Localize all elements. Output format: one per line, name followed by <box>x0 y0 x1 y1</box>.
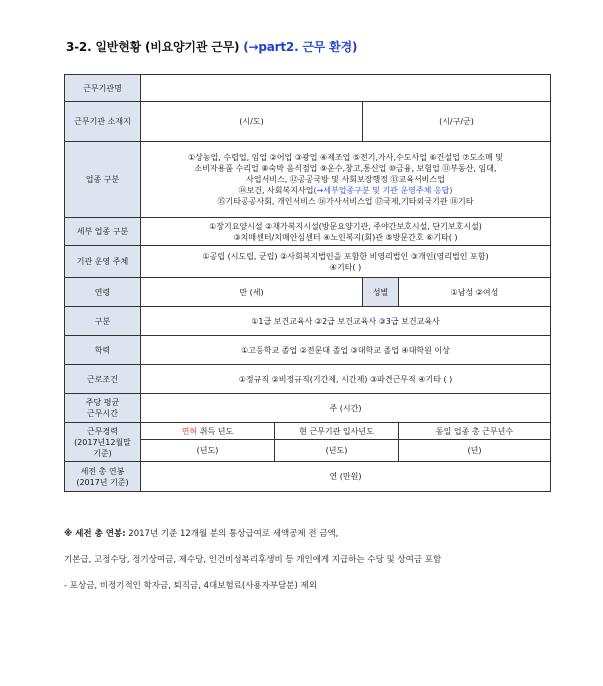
industry-line-5: ⑮기타공공사회, 개인서비스 ⑯가사서비스업 ⑰국제,기타외국기관 ⑱기타 <box>217 197 474 206</box>
row-detail-industry <box>65 218 551 246</box>
row-operator <box>65 246 551 278</box>
total-years-header: 동일 업종 총 근무년수 <box>399 423 551 440</box>
total-years-field[interactable]: (년) <box>399 440 551 462</box>
industry-health-link[interactable]: (→세부업종구분 및 기관 운영주체 응답) <box>313 186 453 195</box>
class-label: 구분 <box>65 307 141 336</box>
join-year-header: 현 근무기관 입사년도 <box>275 423 399 440</box>
education-label: 학력 <box>65 336 141 365</box>
industry-line-3: 사업서비스, ⑫공공국방 및 사회보장행정 ⑬교육서비스업 <box>246 175 445 184</box>
weekly-hours-label-line-2: 근무시간 <box>87 409 118 418</box>
detail-industry-label: 세부 업종 구분 <box>65 218 141 246</box>
row-workplace-name <box>65 75 551 102</box>
salary-note-line-1 <box>64 527 338 539</box>
city-field[interactable]: (시/도) <box>141 102 363 142</box>
license-year-header <box>141 423 275 440</box>
industry-options[interactable] <box>141 142 551 218</box>
career-label-line-3: 기준) <box>93 448 112 458</box>
detail-industry-options[interactable] <box>141 218 551 246</box>
industry-label: 업종 구분 <box>65 142 141 218</box>
salary-label-line-1: 세전 총 연봉 <box>80 466 125 476</box>
weekly-hours-field[interactable]: 주 (시간) <box>141 394 551 423</box>
row-education <box>65 336 551 365</box>
industry-line-4 <box>143 185 548 196</box>
detail-industry-line-2: ③치매센터/치매안심센터 ④노인복지(회)관 ⑤방문간호 ⑥기타( ) <box>233 232 458 242</box>
operator-options[interactable] <box>141 246 551 278</box>
license-year-field[interactable]: (년도) <box>141 440 275 462</box>
work-condition-label: 근로조건 <box>65 365 141 394</box>
salary-field[interactable]: 연 (만원) <box>141 462 551 492</box>
gender-options[interactable]: ①남성 ②여성 <box>399 278 551 307</box>
age-label: 연령 <box>65 278 141 307</box>
salary-note-line-2: 기본급, 고정수당, 정기상여금, 제수당, 인건비성복리후생비 등 개인에게 지급하는 수당 및 상여금 포함 <box>64 555 442 565</box>
weekly-hours-label <box>65 394 141 423</box>
operator-line-1: ①공립 (시도립, 군립) ②사회복지법인을 포함한 비영리법인 ③개인(영리법인 포함) <box>202 251 489 261</box>
row-work-condition <box>65 365 551 394</box>
industry-line-2: 소비자용품 수리업 ⑧숙박 음식점업 ⑨운수,창고,통신업 ⑩금융, 보험업 ⑪부동산, 임대, <box>194 164 497 173</box>
row-class <box>65 307 551 336</box>
salary-label <box>65 462 141 492</box>
license-word: 면허 <box>181 426 198 436</box>
salary-note-text: 2017년 기준 12개월 분의 통상급여로 세액공제 전 금액, <box>125 529 339 539</box>
education-options[interactable]: ①고등학교 졸업 ②전문대 졸업 ③대학교 졸업 ④대학원 이상 <box>141 336 551 365</box>
row-career-header <box>65 423 551 440</box>
detail-industry-line-1: ①장기요양시설 ②재가복지시설(방문요양기관, 주야간보호시설, 단기보호시설) <box>209 221 482 231</box>
operator-line-2: ④기타( ) <box>329 262 362 272</box>
heading-link[interactable]: (→part2. 근무 환경) <box>243 40 358 54</box>
workplace-name-field[interactable] <box>141 75 551 102</box>
row-location <box>65 102 551 142</box>
operator-label: 기관 운영 주체 <box>65 246 141 278</box>
row-age <box>65 278 551 307</box>
salary-label-line-2: (2017년 기준) <box>76 477 129 487</box>
class-options[interactable]: ①1급 보건교육사 ②2급 보건교육사 ③3급 보건교육사 <box>141 307 551 336</box>
industry-line-1: ①상농업, 수렵업, 임업 ②어업 ③광업 ④제조업 ⑤전기,가사,수도사업 ⑥건설업 ⑦도소매 및 <box>187 153 504 162</box>
heading-title: 3-2. 일반현황 (비요양기관 근무) <box>66 40 240 54</box>
work-condition-options[interactable]: ①정규직 ②비정규직(기간제, 시간제) ③파견근무직 ④기타 ( ) <box>141 365 551 394</box>
salary-note-heading: ※ 세전 총 연봉: <box>64 529 126 539</box>
license-year-header-text: 취득 년도 <box>197 426 234 436</box>
career-label-line-1: 근무경력 <box>87 426 118 436</box>
section-heading <box>66 38 357 55</box>
weekly-hours-label-line-1: 주당 평균 <box>85 398 120 407</box>
career-label-line-2: (2017년12월말 <box>74 437 131 447</box>
workplace-name-label: 근무기관명 <box>65 75 141 102</box>
gender-label: 성별 <box>363 278 399 307</box>
career-label <box>65 423 141 462</box>
salary-note-line-3: - 포상금, 비정기적인 학자금, 퇴직금, 4대보험료(사용자부담분) 제외 <box>64 581 317 591</box>
location-label: 근무기관 소재지 <box>65 102 141 142</box>
row-salary <box>65 462 551 492</box>
row-weekly-hours <box>65 394 551 423</box>
survey-table <box>64 74 551 492</box>
district-field[interactable]: (시/구/군) <box>363 102 551 142</box>
age-field[interactable]: 만 (세) <box>141 278 363 307</box>
join-year-field[interactable]: (년도) <box>275 440 399 462</box>
industry-health-option: ⑭보건, 사회복지사업 <box>238 186 314 195</box>
row-industry <box>65 142 551 218</box>
